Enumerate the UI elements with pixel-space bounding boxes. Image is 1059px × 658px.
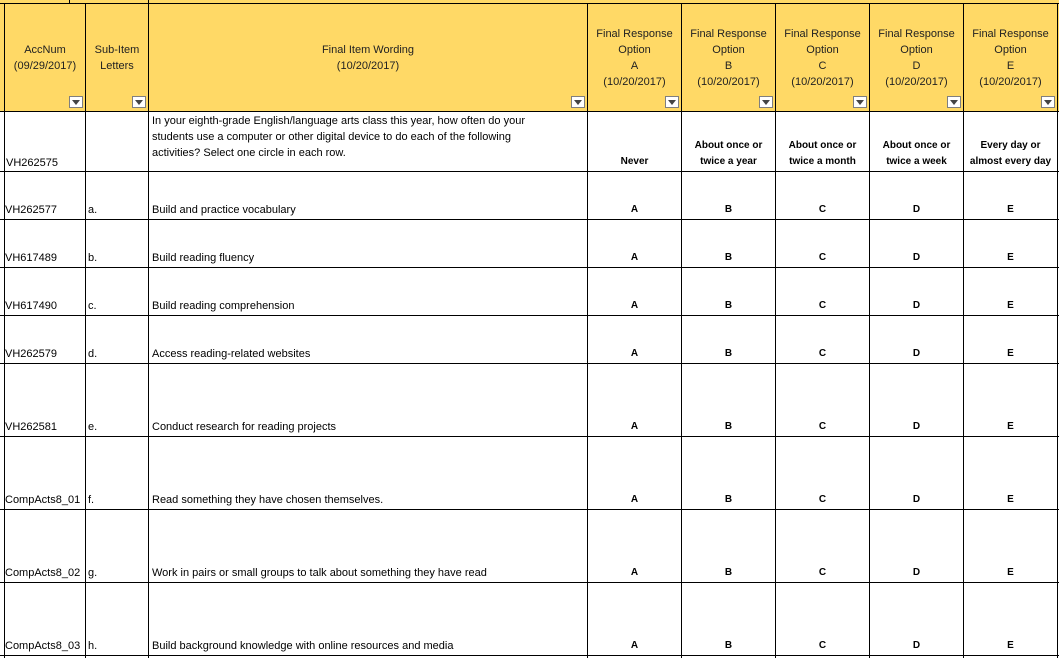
row-accnum: CompActs8_02 xyxy=(5,567,81,579)
response-option-c: C xyxy=(818,204,827,215)
response-option-c: C xyxy=(818,348,827,359)
filter-dropdown-icon[interactable] xyxy=(132,96,146,108)
header-option-a-text: Final Response xyxy=(596,28,673,40)
response-option-d: D xyxy=(912,204,921,215)
response-label-line1: About once or xyxy=(788,140,857,151)
header-option-d xyxy=(870,26,963,90)
row-item-wording: Read something they have chosen themselves. xyxy=(152,494,384,506)
response-label-line2: twice a week xyxy=(886,156,947,167)
response-option-e: E xyxy=(1007,348,1014,359)
header-subitem xyxy=(86,42,148,74)
header-wording-text: Final Item Wording xyxy=(321,44,415,56)
header-option-d-text: Final Response xyxy=(878,28,955,40)
response-option-a: A xyxy=(630,204,639,215)
header-option-a-text: A xyxy=(630,60,639,72)
response-option-a: A xyxy=(630,252,639,263)
response-option-c: C xyxy=(818,300,827,311)
response-option-c: C xyxy=(818,567,827,578)
header-option-c-text: Option xyxy=(806,44,839,56)
response-label-line1: About once or xyxy=(694,140,763,151)
response-option-d: D xyxy=(912,252,921,263)
response-option-b: B xyxy=(724,421,733,432)
row-item-wording: Build and practice vocabulary xyxy=(152,204,296,216)
response-option-b: B xyxy=(724,252,733,263)
row-gridline xyxy=(0,111,1059,112)
filter-dropdown-icon[interactable] xyxy=(853,96,867,108)
response-option-d: D xyxy=(912,494,921,505)
header-option-a-text: (10/20/2017) xyxy=(603,76,666,88)
row-subitem-letter: e. xyxy=(88,421,98,433)
response-label-line2: almost every day xyxy=(969,156,1052,167)
row-accnum: CompActs8_01 xyxy=(5,494,81,506)
response-option-e: E xyxy=(1007,494,1014,505)
header-option-e-text: (10/20/2017) xyxy=(979,76,1042,88)
filter-dropdown-icon[interactable] xyxy=(665,96,679,108)
response-option-d: D xyxy=(912,300,921,311)
header-subitem-text: Sub-Item xyxy=(94,44,140,56)
response-option-e: E xyxy=(1007,252,1014,263)
row-subitem-letter: a. xyxy=(88,204,98,216)
response-option-d: D xyxy=(912,348,921,359)
response-option-b: B xyxy=(724,640,733,651)
response-label-line1: About once or xyxy=(882,140,951,151)
header-option-b-text: (10/20/2017) xyxy=(697,76,760,88)
filter-dropdown-icon[interactable] xyxy=(947,96,961,108)
row-subitem-letter: f. xyxy=(88,494,95,506)
response-label-line1: Never xyxy=(620,156,649,167)
row-subitem-letter: g. xyxy=(88,567,98,579)
row-accnum: VH617489 xyxy=(5,252,57,264)
filter-dropdown-icon[interactable] xyxy=(69,96,83,108)
stem-accnum: VH262575 xyxy=(6,157,58,169)
response-option-a: A xyxy=(630,567,639,578)
row-accnum: CompActs8_03 xyxy=(5,640,81,652)
response-option-c: C xyxy=(818,640,827,651)
header-option-c-text: Final Response xyxy=(784,28,861,40)
response-label-line1: Every day or xyxy=(980,140,1041,151)
stem-wording-line: students use a computer or other digital device to do each of the following xyxy=(152,131,511,143)
response-option-e: E xyxy=(1007,300,1014,311)
response-option-b: B xyxy=(724,204,733,215)
row-accnum: VH262577 xyxy=(5,204,57,216)
response-option-b: B xyxy=(724,300,733,311)
response-option-c: C xyxy=(818,421,827,432)
response-option-a: A xyxy=(630,300,639,311)
header-option-e-text: E xyxy=(1006,60,1015,72)
response-option-c: C xyxy=(818,494,827,505)
response-option-b: B xyxy=(724,494,733,505)
header-option-d-text: D xyxy=(912,60,921,72)
header-option-e-text: Option xyxy=(994,44,1027,56)
filter-dropdown-icon[interactable] xyxy=(571,96,585,108)
header-wording xyxy=(149,42,587,74)
header-option-b-text: Option xyxy=(712,44,745,56)
response-option-a: A xyxy=(630,421,639,432)
header-option-c-text: (10/20/2017) xyxy=(791,76,854,88)
header-option-b-text: B xyxy=(724,60,733,72)
row-item-wording: Build background knowledge with online resources and media xyxy=(152,640,454,652)
response-option-b: B xyxy=(724,567,733,578)
response-option-e: E xyxy=(1007,640,1014,651)
response-option-b: B xyxy=(724,348,733,359)
stem-wording-line: activities? Select one circle in each row. xyxy=(152,147,346,159)
row-item-wording: Build reading comprehension xyxy=(152,300,295,312)
header-option-a xyxy=(588,26,681,90)
response-option-c: C xyxy=(818,252,827,263)
row-subitem-letter: h. xyxy=(88,640,98,652)
row-subitem-letter: d. xyxy=(88,348,98,360)
header-option-e xyxy=(964,26,1057,90)
response-option-d: D xyxy=(912,640,921,651)
response-label-line2: twice a year xyxy=(700,156,757,167)
row-item-wording: Access reading-related websites xyxy=(152,348,311,360)
row-item-wording: Work in pairs or small groups to talk about something they have read xyxy=(152,567,487,579)
row-item-wording: Build reading fluency xyxy=(152,252,255,264)
header-option-e-text: Final Response xyxy=(972,28,1049,40)
header-option-d-text: (10/20/2017) xyxy=(885,76,948,88)
header-accnum xyxy=(5,42,85,74)
filter-dropdown-icon[interactable] xyxy=(759,96,773,108)
header-option-c-text: C xyxy=(818,60,827,72)
row-accnum: VH262579 xyxy=(5,348,57,360)
row-gridline xyxy=(0,655,1059,656)
row-subitem-letter: b. xyxy=(88,252,98,264)
header-subitem-text: Letters xyxy=(100,60,134,72)
response-option-e: E xyxy=(1007,567,1014,578)
row-item-wording: Conduct research for reading projects xyxy=(152,421,337,433)
response-option-a: A xyxy=(630,640,639,651)
response-option-e: E xyxy=(1007,421,1014,432)
header-option-b xyxy=(682,26,775,90)
header-option-c xyxy=(776,26,869,90)
column-gridline xyxy=(69,0,70,3)
response-option-e: E xyxy=(1007,204,1014,215)
row-accnum: VH617490 xyxy=(5,300,57,312)
header-option-a-text: Option xyxy=(618,44,651,56)
stem-wording-line: In your eighth-grade English/language arts class this year, how often do your xyxy=(152,115,526,127)
response-option-a: A xyxy=(630,348,639,359)
row-accnum: VH262581 xyxy=(5,421,57,433)
response-option-d: D xyxy=(912,421,921,432)
header-accnum-text: (09/29/2017) xyxy=(13,60,77,72)
header-accnum-text: AccNum xyxy=(24,44,66,56)
row-subitem-letter: c. xyxy=(88,300,97,312)
header-option-b-text: Final Response xyxy=(690,28,767,40)
filter-dropdown-icon[interactable] xyxy=(1041,96,1055,108)
response-option-d: D xyxy=(912,567,921,578)
header-wording-text: (10/20/2017) xyxy=(336,60,400,72)
response-option-a: A xyxy=(630,494,639,505)
header-option-d-text: Option xyxy=(900,44,933,56)
response-label-line2: twice a month xyxy=(789,156,856,167)
row-gridline xyxy=(0,3,1059,4)
column-gridline xyxy=(148,0,149,3)
